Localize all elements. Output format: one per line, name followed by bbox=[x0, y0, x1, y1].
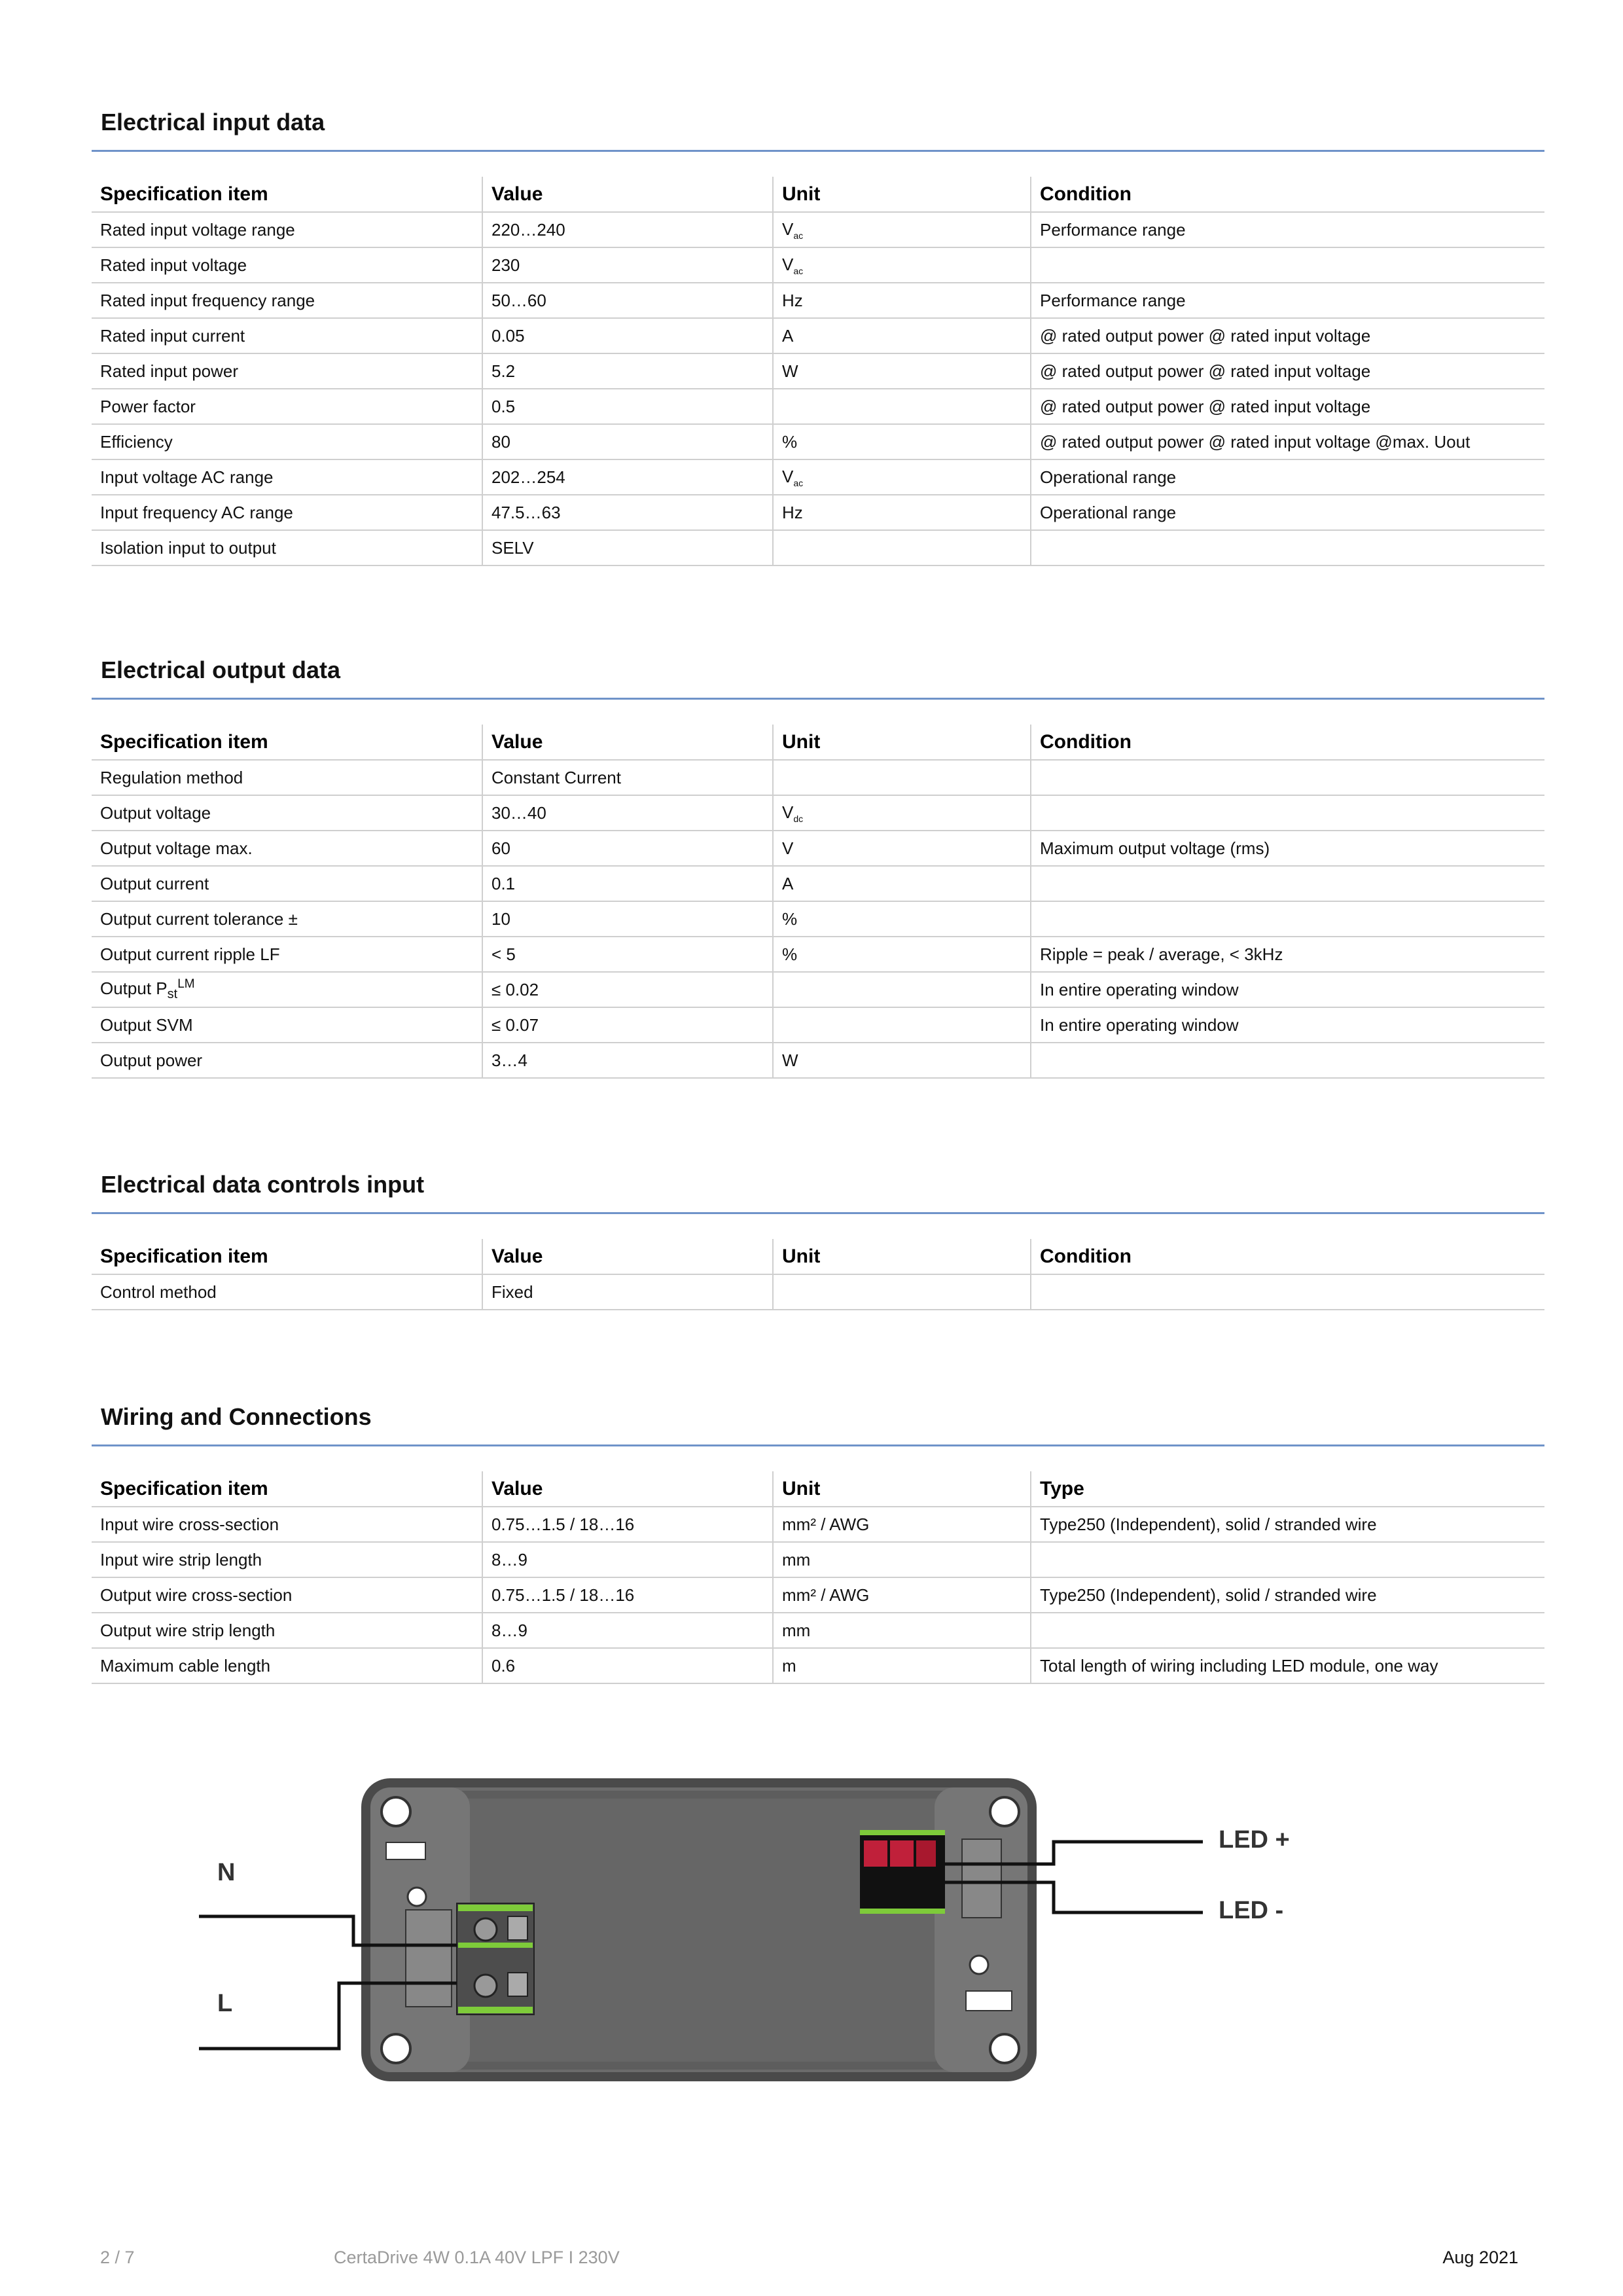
spec-table bbox=[92, 725, 1544, 1079]
spec-item-cell: Isolation input to output bbox=[92, 530, 482, 565]
condition-cell bbox=[1031, 1043, 1544, 1078]
unit-cell bbox=[773, 389, 1031, 424]
unit-cell: mm² / AWG bbox=[773, 1577, 1031, 1613]
column-header: Specification item bbox=[92, 1471, 482, 1507]
spec-item-cell: Input wire cross-section bbox=[92, 1507, 482, 1542]
value-cell: ≤ 0.07 bbox=[482, 1007, 773, 1043]
table-row bbox=[92, 495, 1544, 530]
spec-item-cell: Power factor bbox=[92, 389, 482, 424]
condition-cell: Total length of wiring including LED module, one way bbox=[1031, 1648, 1544, 1683]
spec-table bbox=[92, 177, 1544, 566]
spec-item-cell: Output SVM bbox=[92, 1007, 482, 1043]
spec-item-cell: Output power bbox=[92, 1043, 482, 1078]
condition-cell bbox=[1031, 760, 1544, 795]
value-cell: 230 bbox=[482, 247, 773, 283]
condition-cell: Operational range bbox=[1031, 495, 1544, 530]
condition-cell: Type250 (Independent), solid / stranded wire bbox=[1031, 1577, 1544, 1613]
column-header: Specification item bbox=[92, 177, 482, 212]
driver-illustration bbox=[190, 1767, 1322, 2114]
condition-cell: Operational range bbox=[1031, 459, 1544, 495]
spec-item-cell: Regulation method bbox=[92, 760, 482, 795]
condition-cell: Maximum output voltage (rms) bbox=[1031, 831, 1544, 866]
unit-cell: W bbox=[773, 353, 1031, 389]
unit-cell: $V_{ac}$ bbox=[773, 247, 1031, 283]
column-header: Value bbox=[482, 1239, 773, 1274]
unit-cell: $V_{ac}$ bbox=[773, 212, 1031, 247]
spec-item-cell: Output voltage bbox=[92, 795, 482, 831]
unit-cell: A bbox=[773, 866, 1031, 901]
unit-cell: mm² / AWG bbox=[773, 1507, 1031, 1542]
unit-cell bbox=[773, 1274, 1031, 1310]
value-cell: 5.2 bbox=[482, 353, 773, 389]
unit-cell: $V_{ac}$ bbox=[773, 459, 1031, 495]
table-header-row bbox=[92, 725, 1544, 760]
unit-cell: Hz bbox=[773, 283, 1031, 318]
condition-cell: Type250 (Independent), solid / stranded wire bbox=[1031, 1507, 1544, 1542]
table-row bbox=[92, 424, 1544, 459]
table-row bbox=[92, 459, 1544, 495]
spec-item-cell: Input frequency AC range bbox=[92, 495, 482, 530]
column-header: Unit bbox=[773, 177, 1031, 212]
condition-cell: In entire operating window bbox=[1031, 972, 1544, 1007]
spec-item-cell: Input wire strip length bbox=[92, 1542, 482, 1577]
table-row bbox=[92, 1274, 1544, 1310]
table-row bbox=[92, 389, 1544, 424]
value-cell: 202…254 bbox=[482, 459, 773, 495]
label-led-minus: LED - bbox=[1219, 1897, 1284, 1924]
condition-cell bbox=[1031, 866, 1544, 901]
value-cell: 0.75…1.5 / 18…16 bbox=[482, 1507, 773, 1542]
column-header: Unit bbox=[773, 1239, 1031, 1274]
value-cell: 220…240 bbox=[482, 212, 773, 247]
spec-item-cell: Output voltage max. bbox=[92, 831, 482, 866]
column-header: Specification item bbox=[92, 725, 482, 760]
spec-item-cell: Rated input voltage bbox=[92, 247, 482, 283]
table-row bbox=[92, 1507, 1544, 1542]
table-row bbox=[92, 283, 1544, 318]
column-header: Condition bbox=[1031, 725, 1544, 760]
spec-table bbox=[92, 1471, 1544, 1684]
value-cell: ≤ 0.02 bbox=[482, 972, 773, 1007]
label-n: N bbox=[217, 1859, 236, 1886]
unit-cell: mm bbox=[773, 1542, 1031, 1577]
unit-cell: % bbox=[773, 937, 1031, 972]
table-row bbox=[92, 212, 1544, 247]
spec-item-cell: Rated input frequency range bbox=[92, 283, 482, 318]
condition-cell bbox=[1031, 1613, 1544, 1648]
spec-item-cell: Maximum cable length bbox=[92, 1648, 482, 1683]
value-cell: 47.5…63 bbox=[482, 495, 773, 530]
spec-item-cell: Rated input voltage range bbox=[92, 212, 482, 247]
table-row bbox=[92, 247, 1544, 283]
section-title: Wiring and Connections bbox=[101, 1403, 372, 1430]
table-row bbox=[92, 795, 1544, 831]
unit-cell: V bbox=[773, 831, 1031, 866]
condition-cell: Ripple = peak / average, < 3kHz bbox=[1031, 937, 1544, 972]
footer-date: Aug 2021 bbox=[1442, 2248, 1518, 2267]
spec-item-cell: Control method bbox=[92, 1274, 482, 1310]
table-row bbox=[92, 760, 1544, 795]
unit-cell bbox=[773, 530, 1031, 565]
column-header: Value bbox=[482, 177, 773, 212]
footer-page-number: 2 / 7 bbox=[100, 2248, 135, 2267]
condition-cell bbox=[1031, 795, 1544, 831]
value-cell: 0.6 bbox=[482, 1648, 773, 1683]
spec-item-cell: Rated input power bbox=[92, 353, 482, 389]
spec-item-cell: Output current ripple LF bbox=[92, 937, 482, 972]
mount-hole-icon bbox=[382, 1797, 410, 1826]
table-row bbox=[92, 318, 1544, 353]
section-divider bbox=[92, 1444, 1544, 1446]
value-cell: 50…60 bbox=[482, 283, 773, 318]
spec-item-cell: Output wire strip length bbox=[92, 1613, 482, 1648]
value-cell: 60 bbox=[482, 831, 773, 866]
unit-cell bbox=[773, 972, 1031, 1007]
spec-item-cell: Efficiency bbox=[92, 424, 482, 459]
section-divider bbox=[92, 698, 1544, 700]
column-header: Value bbox=[482, 725, 773, 760]
wiring-diagram bbox=[190, 1767, 1322, 2114]
condition-cell bbox=[1031, 247, 1544, 283]
table-row bbox=[92, 1577, 1544, 1613]
condition-cell bbox=[1031, 901, 1544, 937]
column-header: Condition bbox=[1031, 1239, 1544, 1274]
condition-cell: @ rated output power @ rated input voltage bbox=[1031, 318, 1544, 353]
spec-item-cell: Output $P_{st}^{LM}$ bbox=[92, 972, 482, 1007]
column-header: Condition bbox=[1031, 177, 1544, 212]
value-cell: SELV bbox=[482, 530, 773, 565]
condition-cell bbox=[1031, 530, 1544, 565]
value-cell: < 5 bbox=[482, 937, 773, 972]
condition-cell: @ rated output power @ rated input voltage @max. Uout bbox=[1031, 424, 1544, 459]
condition-cell bbox=[1031, 1542, 1544, 1577]
footer-product-name: CertaDrive 4W 0.1A 40V LPF I 230V bbox=[334, 2248, 620, 2267]
mount-hole-icon bbox=[382, 2034, 410, 2063]
unit-cell: W bbox=[773, 1043, 1031, 1078]
spec-item-cell: Output current bbox=[92, 866, 482, 901]
label-led-plus: LED + bbox=[1219, 1826, 1290, 1854]
spec-item-cell: Input voltage AC range bbox=[92, 459, 482, 495]
table-row bbox=[92, 937, 1544, 972]
condition-cell bbox=[1031, 1274, 1544, 1310]
value-cell: 8…9 bbox=[482, 1613, 773, 1648]
table-row bbox=[92, 866, 1544, 901]
table-row bbox=[92, 353, 1544, 389]
section-title: Electrical data controls input bbox=[101, 1171, 425, 1198]
spec-item-cell: Output current tolerance ± bbox=[92, 901, 482, 937]
unit-cell: A bbox=[773, 318, 1031, 353]
spec-item-cell: Rated input current bbox=[92, 318, 482, 353]
section-divider bbox=[92, 1212, 1544, 1214]
table-row bbox=[92, 1043, 1544, 1078]
table-row bbox=[92, 831, 1544, 866]
mount-hole-icon bbox=[990, 1797, 1019, 1826]
label-l: L bbox=[217, 1990, 233, 2017]
spec-table bbox=[92, 1239, 1544, 1310]
column-header: Unit bbox=[773, 725, 1031, 760]
table-header-row bbox=[92, 177, 1544, 212]
value-cell: 3…4 bbox=[482, 1043, 773, 1078]
table-row bbox=[92, 530, 1544, 565]
value-cell: 80 bbox=[482, 424, 773, 459]
value-cell: 30…40 bbox=[482, 795, 773, 831]
section-divider bbox=[92, 150, 1544, 152]
unit-cell: % bbox=[773, 901, 1031, 937]
value-cell: 8…9 bbox=[482, 1542, 773, 1577]
value-cell: Fixed bbox=[482, 1274, 773, 1310]
table-row bbox=[92, 1542, 1544, 1577]
unit-cell bbox=[773, 1007, 1031, 1043]
section-title: Electrical input data bbox=[101, 109, 325, 135]
condition-cell: Performance range bbox=[1031, 212, 1544, 247]
table-header-row bbox=[92, 1239, 1544, 1274]
mount-hole-icon bbox=[990, 2034, 1019, 2063]
column-header: Value bbox=[482, 1471, 773, 1507]
unit-cell: $V_{dc}$ bbox=[773, 795, 1031, 831]
condition-cell: @ rated output power @ rated input voltage bbox=[1031, 353, 1544, 389]
unit-cell: % bbox=[773, 424, 1031, 459]
condition-cell: In entire operating window bbox=[1031, 1007, 1544, 1043]
value-cell: 0.1 bbox=[482, 866, 773, 901]
unit-cell: m bbox=[773, 1648, 1031, 1683]
unit-cell: Hz bbox=[773, 495, 1031, 530]
value-cell: 10 bbox=[482, 901, 773, 937]
column-header: Specification item bbox=[92, 1239, 482, 1274]
unit-cell bbox=[773, 760, 1031, 795]
condition-cell: Performance range bbox=[1031, 283, 1544, 318]
spec-item-cell: Output wire cross-section bbox=[92, 1577, 482, 1613]
table-row bbox=[92, 1648, 1544, 1683]
condition-cell: @ rated output power @ rated input voltage bbox=[1031, 389, 1544, 424]
unit-cell: mm bbox=[773, 1613, 1031, 1648]
value-cell: 0.75…1.5 / 18…16 bbox=[482, 1577, 773, 1613]
value-cell: Constant Current bbox=[482, 760, 773, 795]
table-row bbox=[92, 1007, 1544, 1043]
table-row bbox=[92, 1613, 1544, 1648]
table-row bbox=[92, 972, 1544, 1007]
table-row bbox=[92, 901, 1544, 937]
section-title: Electrical output data bbox=[101, 656, 341, 683]
value-cell: 0.5 bbox=[482, 389, 773, 424]
table-header-row bbox=[92, 1471, 1544, 1507]
column-header: Type bbox=[1031, 1471, 1544, 1507]
value-cell: 0.05 bbox=[482, 318, 773, 353]
column-header: Unit bbox=[773, 1471, 1031, 1507]
